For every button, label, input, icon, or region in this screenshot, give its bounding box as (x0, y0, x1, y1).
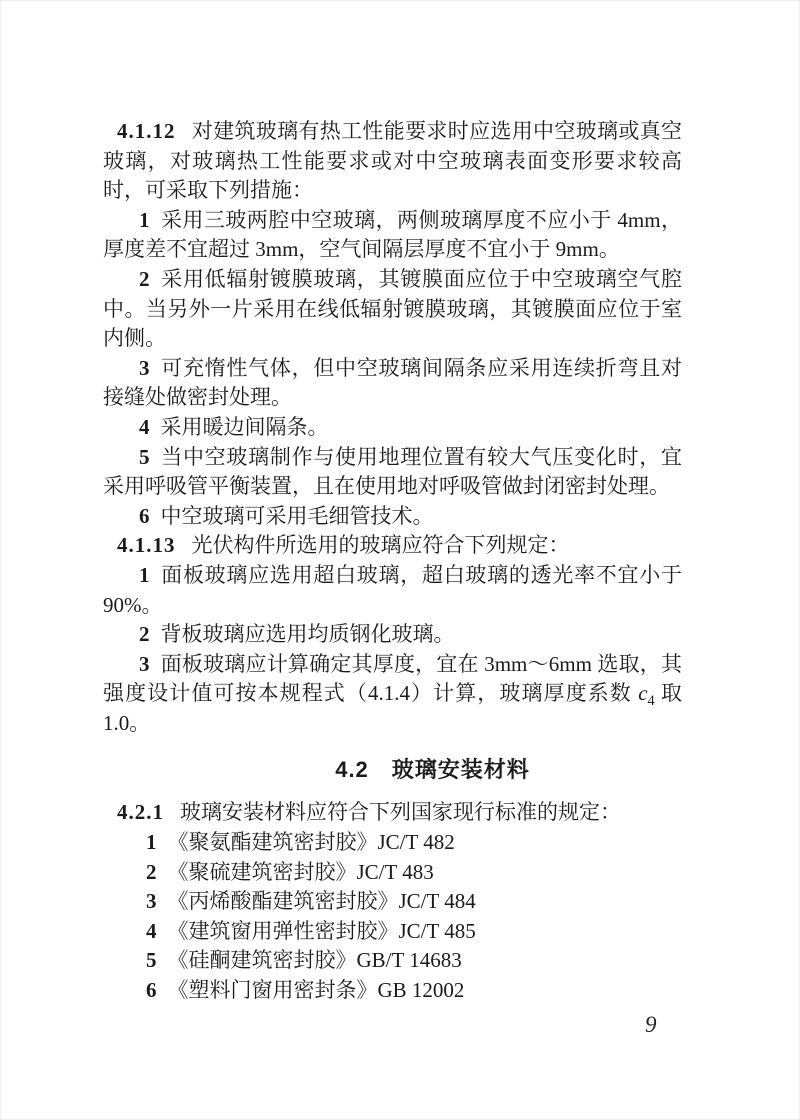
item-number: 5 (146, 948, 157, 973)
item-text: 采用暖边间隔条。 (160, 414, 329, 439)
standard-title: 《聚氨酯建筑密封胶》JC/T 482 (167, 830, 455, 855)
item-number: 3 (139, 651, 150, 676)
clause-4-1-13-item-2 (103, 620, 682, 650)
page-content (103, 117, 682, 1006)
standard-item-5 (103, 946, 682, 976)
clause-4-1-12 (103, 117, 682, 206)
item-text: 当中空玻璃制作与使用地理位置有较大气压变化时，宜采用呼吸管平衡装置，且在使用地对呼吸管做封闭密封处理。 (103, 444, 682, 499)
item-number: 6 (139, 503, 150, 528)
standard-item-6 (103, 976, 682, 1006)
standard-title: 《丙烯酸酯建筑密封胶》JC/T 484 (167, 889, 476, 914)
item-text: 面板玻璃应选用超白玻璃，超白玻璃的透光率不宜小于 90%。 (103, 562, 682, 617)
item-text-after: 取 1.0。 (103, 681, 683, 735)
clause-4-1-12-text: 对建筑玻璃有热工性能要求时应选用中空玻璃或真空玻璃，对玻璃热工性能要求或对中空玻璃表面变形要求较高时，可采取下列措施： (103, 119, 682, 203)
clause-4-1-12-item-4 (103, 413, 682, 443)
item-text: 背板玻璃应选用均质钢化玻璃。 (160, 622, 455, 647)
item-text-before: 面板玻璃应计算确定其厚度，宜在 3mm～6mm 选取，其强度设计值可按本规程式（4.1.4）计算，玻璃厚度系数 (103, 651, 682, 706)
clause-4-1-12-item-5 (103, 443, 682, 502)
item-number: 2 (139, 622, 150, 647)
clause-4-1-13-item-3 (103, 650, 682, 739)
clause-4-1-13 (103, 531, 682, 561)
clause-4-1-12-item-6 (103, 502, 682, 532)
clause-4-2-1 (103, 798, 682, 828)
standard-title: 《硅酮建筑密封胶》GB/T 14683 (167, 948, 462, 973)
clause-4-1-12-item-2 (103, 265, 682, 354)
standard-item-1 (103, 828, 682, 858)
item-number: 3 (139, 355, 150, 380)
item-text: 中空玻璃可采用毛细管技术。 (160, 503, 434, 528)
clause-4-1-13-text: 光伏构件所选用的玻璃应符合下列规定： (191, 533, 570, 558)
section-4-2-heading: 4.2 玻璃安装材料 (335, 757, 530, 783)
item-text: 可充惰性气体，但中空玻璃间隔条应采用连续折弯且对接缝处做密封处理。 (103, 355, 682, 410)
item-number: 2 (146, 859, 157, 884)
item-number: 6 (146, 978, 157, 1003)
standard-item-3 (103, 887, 682, 917)
clause-4-2-1-text: 玻璃安装材料应符合下列国家现行标准的规定： (180, 800, 621, 825)
item-number: 1 (139, 207, 150, 232)
clause-4-1-13-number: 4.1.13 (117, 533, 176, 558)
standard-title: 《塑料门窗用密封条》GB 12002 (167, 978, 465, 1003)
item-number: 4 (139, 414, 150, 439)
item-number: 1 (146, 830, 157, 855)
item-number: 4 (146, 918, 157, 943)
item-number: 5 (139, 444, 150, 469)
standard-item-4 (103, 917, 682, 947)
item-number: 3 (146, 889, 157, 914)
clause-4-1-12-number: 4.1.12 (117, 119, 176, 143)
standard-title: 《聚硫建筑密封胶》JC/T 483 (167, 859, 434, 884)
clause-4-2-1-number: 4.2.1 (117, 800, 164, 825)
item-number: 1 (139, 562, 150, 587)
standard-title: 《建筑窗用弹性密封胶》JC/T 485 (167, 918, 476, 943)
glass-thickness-coefficient-subscript: 4 (647, 693, 655, 710)
glass-thickness-coefficient-symbol: c (638, 681, 648, 706)
standard-item-2 (103, 858, 682, 888)
clause-4-1-12-item-1 (103, 206, 682, 265)
item-text: 采用低辐射镀膜玻璃，其镀膜面应位于中空玻璃空气腔中。当另外一片采用在线低辐射镀膜玻璃，其镀膜面应位于室内侧。 (103, 266, 682, 351)
item-number: 2 (139, 266, 150, 291)
page-number: 9 (645, 1012, 657, 1037)
item-text: 采用三玻两腔中空玻璃，两侧玻璃厚度不应小于 4mm，厚度差不宜超过 3mm，空气间隔层厚度不宜小于 9mm。 (103, 207, 682, 262)
clause-4-1-13-item-1 (103, 561, 682, 620)
clause-4-1-12-item-3 (103, 354, 682, 413)
